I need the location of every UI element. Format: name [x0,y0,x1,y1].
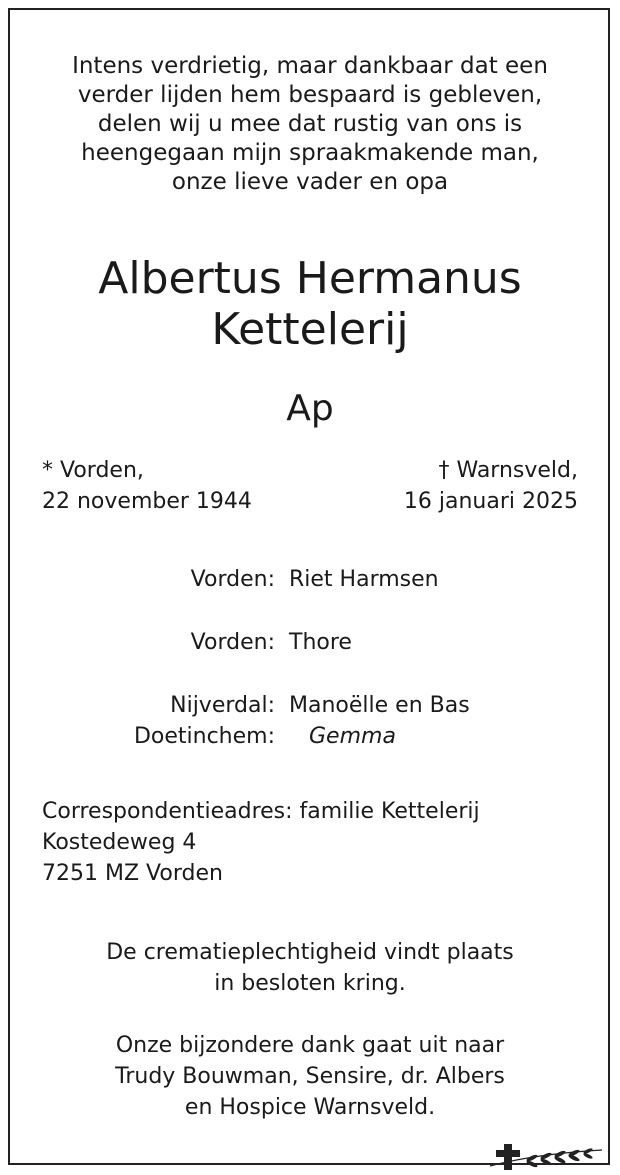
death-place: † Warnsveld, [438,458,578,483]
address-line: Correspondentieadres: familie Kettelerij [42,799,480,824]
relative-names: Thore [289,630,352,655]
intro-line: delen wij u mee dat rustig van ons is [97,111,523,137]
correspondence-address [42,796,480,889]
thanks-text [0,1030,620,1123]
nickname: Ap [286,388,334,429]
intro-text [0,52,620,197]
intro-line: heengegaan mijn spraakmakende man, [81,140,539,166]
thanks-line: Trudy Bouwman, Sensire, dr. Albers [115,1064,505,1089]
relative-group [0,564,620,595]
relative-names: Gemma [309,724,396,749]
relative-place: Doetinchem: [133,724,275,749]
thanks-line: Onze bijzondere dank gaat uit naar [115,1033,505,1058]
relative-group [0,690,620,752]
intro-line: verder lijden hem bespaard is gebleven, [77,82,543,108]
intro-line: Intens verdrietig, maar dankbaar dat een [72,53,548,79]
relative-row [0,690,620,721]
cross-branch-logo-icon [480,1136,610,1172]
birth-date: 22 november 1944 [42,489,252,514]
death-info [404,455,578,517]
address-line: Kostedeweg 4 [42,830,197,855]
death-date: 16 januari 2025 [403,489,578,514]
ceremony-line: in besloten kring. [214,971,406,996]
deceased-name [0,253,620,355]
relative-row [0,721,620,752]
ceremony-text [0,937,620,999]
birth-info [42,455,252,517]
relative-names: Riet Harmsen [289,567,439,592]
birth-place: * Vorden, [42,458,144,483]
dates-block [42,455,578,517]
relative-place: Vorden: [190,630,275,655]
relative-row [0,564,620,595]
relative-names: Manoëlle en Bas [289,693,470,718]
intro-line: onze lieve vader en opa [171,169,449,195]
relative-group [0,627,620,658]
address-line: 7251 MZ Vorden [42,861,223,886]
relative-place: Nijverdal: [170,693,275,718]
name-line: Albertus Hermanus [98,253,522,304]
relative-row [0,627,620,658]
ceremony-line: De crematieplechtigheid vindt plaats [106,940,514,965]
thanks-line: en Hospice Warnsveld. [184,1095,436,1120]
surname-line: Kettelerij [211,304,409,355]
relative-place: Vorden: [190,567,275,592]
